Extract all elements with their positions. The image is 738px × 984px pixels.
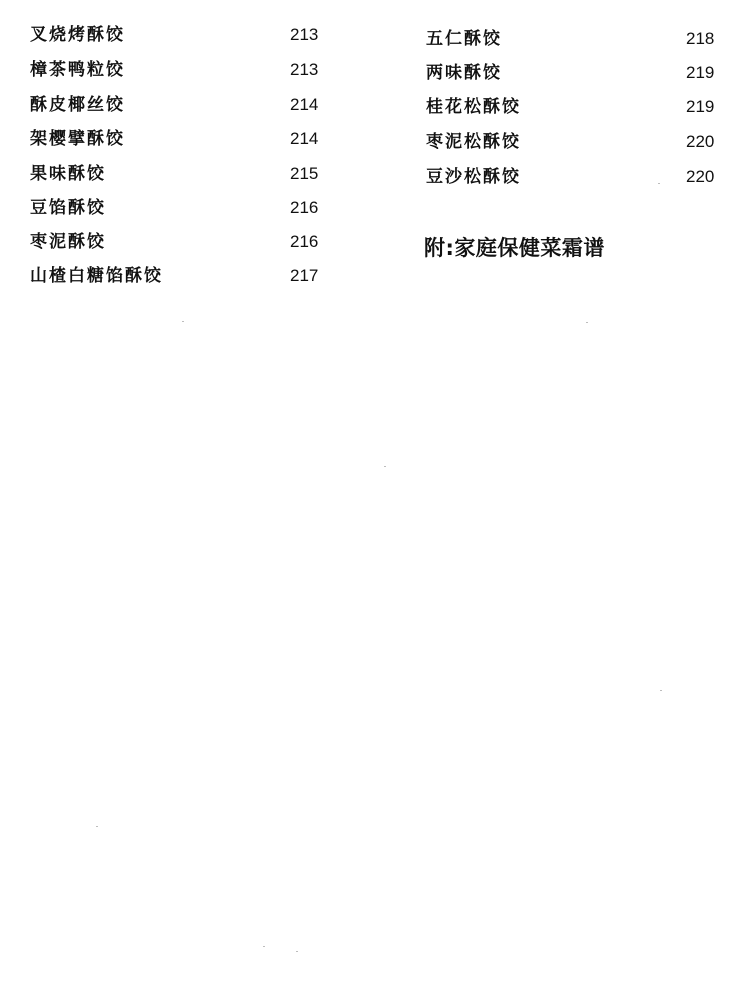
toc-entry-title: 山楂白糖馅酥饺 (30, 266, 163, 286)
toc-entry-title: 两味酥饺 (426, 63, 502, 83)
scan-speck (658, 183, 660, 184)
toc-entry-page: 219 (686, 97, 715, 116)
toc-entry (30, 127, 330, 151)
toc-entry (426, 95, 726, 119)
scan-speck (182, 321, 184, 322)
toc-entry-page: 216 (290, 232, 319, 251)
toc-entry-page: 215 (290, 164, 319, 183)
toc-entry (30, 162, 330, 186)
toc-entry (426, 165, 726, 189)
toc-entry (30, 196, 330, 220)
scan-speck (296, 951, 298, 952)
toc-entry (30, 23, 330, 47)
toc-entry (426, 61, 726, 85)
toc-entry-page: 217 (290, 266, 319, 285)
scan-speck (263, 946, 265, 947)
toc-entry (30, 93, 330, 117)
toc-entry-title: 豆沙松酥饺 (426, 167, 521, 187)
toc-entry-page: 213 (290, 60, 319, 79)
toc-entry-page: 214 (290, 129, 319, 148)
toc-entry-title: 叉烧烤酥饺 (30, 25, 125, 45)
toc-entry-page: 218 (686, 29, 715, 48)
toc-entry-title: 五仁酥饺 (426, 29, 502, 49)
toc-entry-title: 豆馅酥饺 (30, 198, 106, 218)
scan-speck (660, 690, 662, 691)
scan-speck (384, 466, 386, 467)
appendix-heading: 附:家庭保健菜霜谱 (424, 236, 605, 260)
scan-speck (586, 322, 588, 323)
toc-entry-page: 220 (686, 167, 715, 186)
toc-entry-page: 214 (290, 95, 319, 114)
toc-entry-title: 酥皮椰丝饺 (30, 95, 125, 115)
toc-entry-title: 樟茶鸭粒饺 (30, 60, 125, 80)
toc-entry (426, 27, 726, 51)
toc-entry-title: 果味酥饺 (30, 164, 106, 184)
toc-entry (30, 230, 330, 254)
toc-entry-title: 桂花松酥饺 (426, 97, 521, 117)
scan-speck (96, 826, 98, 827)
toc-entry-page: 220 (686, 132, 715, 151)
toc-entry (30, 264, 330, 288)
toc-entry (426, 130, 726, 154)
toc-entry-page: 219 (686, 63, 715, 82)
toc-entry (30, 58, 330, 82)
toc-entry-page: 216 (290, 198, 319, 217)
toc-entry-title: 架樱擘酥饺 (30, 129, 125, 149)
toc-entry-page: 213 (290, 25, 319, 44)
toc-entry-title: 枣泥酥饺 (30, 232, 106, 252)
toc-entry-title: 枣泥松酥饺 (426, 132, 521, 152)
